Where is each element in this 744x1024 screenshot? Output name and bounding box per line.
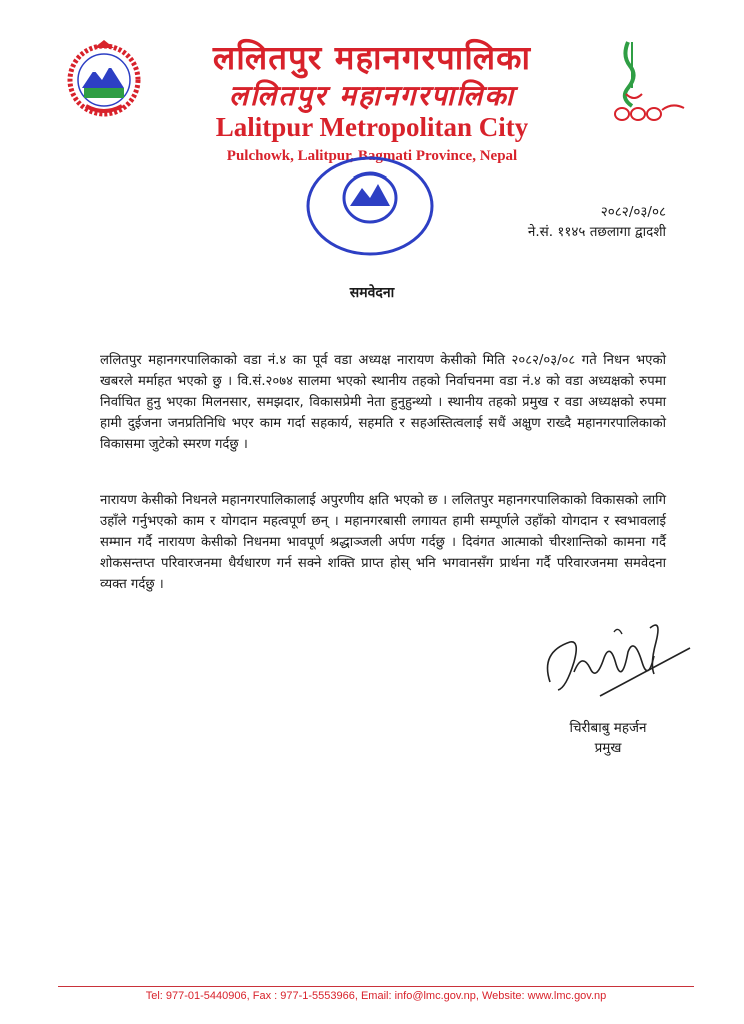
footer-contact: Tel: 977-01-5440906, Fax : 977-1-5553966, Email: info@lmc.gov.np, Website: www.lmc.gov.np <box>145 990 607 1002</box>
handwritten-signature <box>530 612 700 712</box>
org-title-newari: ललितपुर महानगरपालिका <box>228 79 516 112</box>
org-title-english: Lalitpur Metropolitan City <box>215 112 529 142</box>
footer-divider <box>58 986 694 987</box>
body-paragraph-1: ललितपुर महानगरपालिकाको वडा नं.४ का पूर्व वडा अध्यक्ष नारायण केसीको मिति २०८२/०३/०८ गते निधन भएको खबरले मर्माहत भएको छु । वि.सं.२०७४ सालमा भएको स्थानीय तहको निर्वाचनमा वडा नं.४ को वडा अध्यक्षको रुपमा निर्वाचित हुनु भएका मिलनसार, समझदार, विकासप्रेमी नेता हुनुहुन्थ्यो । स्थानीय तहको प्रमुख र वडा अध्यक्षको रुपमा हामी दुईजना जनप्रतिनिधि भएर काम गर्दा सहकार्य, सहमति र सहअस्तित्वलाई सधैं अक्षुण राख्दै महानगरपालिकाको विकासमा जुटेको स्मरण गर्दछु । <box>100 353 666 452</box>
nepal-emblem-icon <box>62 36 146 120</box>
lmc-logo-icon <box>608 36 692 128</box>
org-address: Pulchowk, Lalitpur, Bagmati Province, Nepal <box>226 148 518 164</box>
signer-name: चिरीबाबु महर्जन <box>569 720 647 736</box>
letter-heading: समवेदना <box>349 285 395 301</box>
signer-title: प्रमुख <box>594 740 622 756</box>
office-seal <box>304 154 436 258</box>
nepal-sambat-date: ने.सं. ११४५ तछलागा द्वादशी <box>527 224 666 240</box>
letter-date: २०८२/०३/०८ <box>600 204 666 220</box>
org-title-nepali: ललितपुर महानगरपालिका <box>212 38 532 77</box>
body-paragraph-2: नारायण केसीको निधनले महानगरपालिकालाई अपुरणीय क्षति भएको छ । ललितपुर महानगरपालिकाको विकासको लागि उहाँले गर्नुभएको काम र योगदान महत्वपूर्ण छन् । महानगरबासी लगायत हामी सम्पूर्णले उहाँको योगदान र स्वभावलाई सम्मान गर्दै नारायण केसीको निधनमा भावपूर्ण श्रद्धाञ्जली अर्पण गर्दछु । दिवंगत आत्माको चीरशान्तिको कामना गर्दै शोकसन्तप्त परिवारजनमा धैर्यधारण गर्न सक्ने शक्ति प्राप्त होस् भनि भगवानसँग प्रार्थना गर्दै परिवारजनमा समवेदना व्यक्त गर्दछु । <box>100 493 666 592</box>
